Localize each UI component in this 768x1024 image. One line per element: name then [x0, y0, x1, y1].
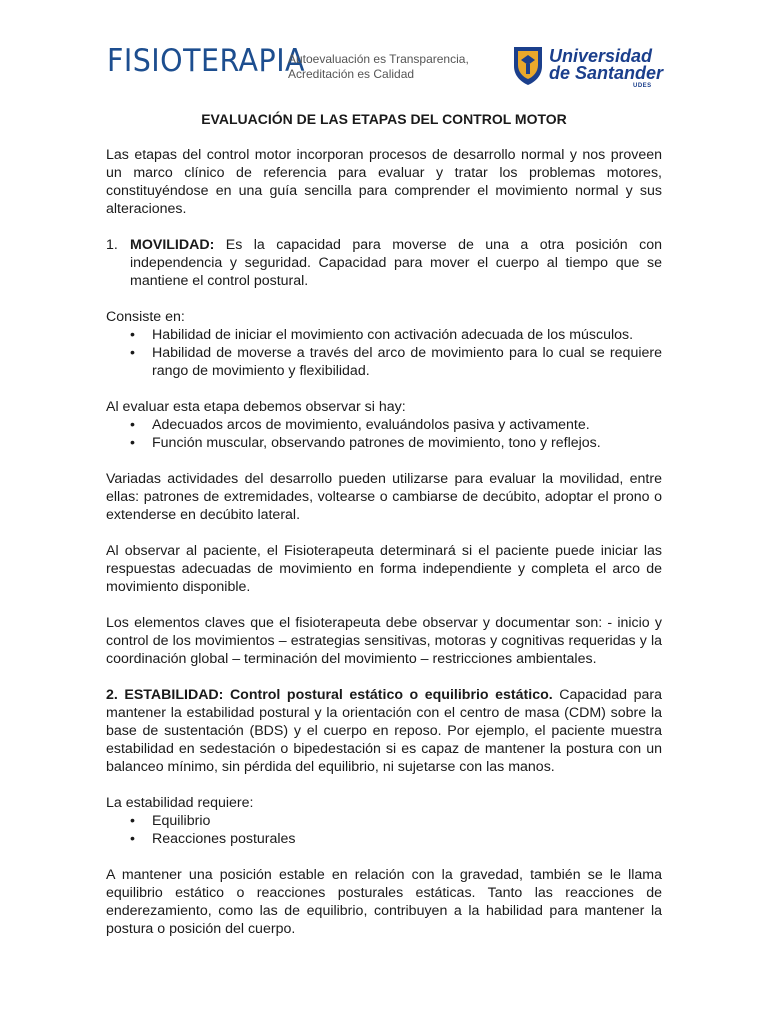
document-body [106, 110, 662, 956]
requiere-list [106, 812, 662, 848]
document-title: EVALUACIÓN DE LAS ETAPAS DEL CONTROL MOTOR [201, 111, 567, 127]
section-text: Es la capacidad para moverse de una a otra posición con independencia y seguridad. Capacidad para mover el cuerpo al tiempo que se mantiene el control postural. [130, 237, 662, 289]
logo-line-1: Universidad [549, 46, 653, 66]
list-item: • Equilibrio [106, 812, 662, 830]
paragraph-elementos: Los elementos claves que el fisioterapeuta debe observar y documentar son: - inicio y control de los movimientos – estrategias sensitivas, motoras y cognitivas requeridas y la coordinación global – terminación del movimiento – restricciones ambientales. [106, 615, 662, 667]
section-heading: MOVILIDAD: [130, 237, 215, 253]
section-heading: 2. ESTABILIDAD: Control postural estático o equilibrio estático. [106, 687, 553, 703]
section-body [130, 236, 662, 290]
brand-title: FISIOTERAPIA [107, 43, 306, 79]
requiere-label: La estabilidad requiere: [106, 795, 254, 811]
list-item: • Reacciones posturales [106, 830, 662, 848]
paragraph-observar: Al observar al paciente, el Fisioterapeuta determinará si el paciente puede iniciar las respuestas adecuadas de movimiento en forma independiente y completa el arco de movimiento disponible. [106, 543, 662, 595]
consiste-label: Consiste en: [106, 309, 185, 325]
tagline-line-1: Autoevaluación es Transparencia, [288, 52, 469, 66]
list-item: • Adecuados arcos de movimiento, evaluándolos pasiva y activamente. [106, 416, 662, 434]
paragraph-final: A mantener una posición estable en relación con la gravedad, también se le llama equilibrio estático o reacciones posturales estáticas. Tanto las reacciones de enderezamiento, como las de equilibrio, contribuyen a la habilidad para mantener la postura o posición del cuerpo. [106, 867, 662, 937]
page-header [0, 0, 768, 100]
logo-line-2: de Santander [549, 63, 664, 83]
section-estabilidad [106, 686, 662, 776]
intro-paragraph: Las etapas del control motor incorporan procesos de desarrollo normal y nos proveen un marco clínico de referencia para evaluar y tratar los problemas motores, constituyéndose en una guía sencilla para comprender el movimiento normal y sus alteraciones. [106, 147, 662, 217]
university-logo [511, 44, 664, 92]
list-item: • Función muscular, observando patrones de movimiento, tono y reflejos. [106, 434, 662, 452]
consiste-list [106, 326, 662, 380]
section-number: 1. [106, 237, 118, 253]
list-item: • Habilidad de moverse a través del arco de movimiento para lo cual se requiere rango de movimiento y flexibilidad. [106, 344, 662, 380]
paragraph-variadas: Variadas actividades del desarrollo pueden utilizarse para evaluar la movilidad, entre ellas: patrones de extremidades, voltearse o cambiarse de decúbito, adoptar el prono o extenderse en decúbito lateral. [106, 471, 662, 523]
evaluar-list [106, 416, 662, 452]
logo-small-text: UDES [633, 83, 652, 89]
shield-icon [511, 44, 545, 86]
list-item: • Habilidad de iniciar el movimiento con activación adecuada de los músculos. [106, 326, 662, 344]
section-text: Capacidad para mantener la estabilidad postural y la orientación con el centro de masa (CDM) sobre la base de sustentación (BDS) y el cuerpo en reposo. Por ejemplo, el paciente muestra estabilidad en sedestación o bipedestación si es capaz de mantener la postura con un balanceo mínimo, sin pérdida del equilibrio, ni sujetarse con las manos. [106, 687, 662, 775]
tagline [288, 52, 469, 82]
tagline-line-2: Acreditación es Calidad [288, 67, 415, 81]
logo-text [549, 48, 663, 82]
evaluar-label: Al evaluar esta etapa debemos observar si hay: [106, 399, 406, 415]
section-movilidad [106, 236, 662, 290]
